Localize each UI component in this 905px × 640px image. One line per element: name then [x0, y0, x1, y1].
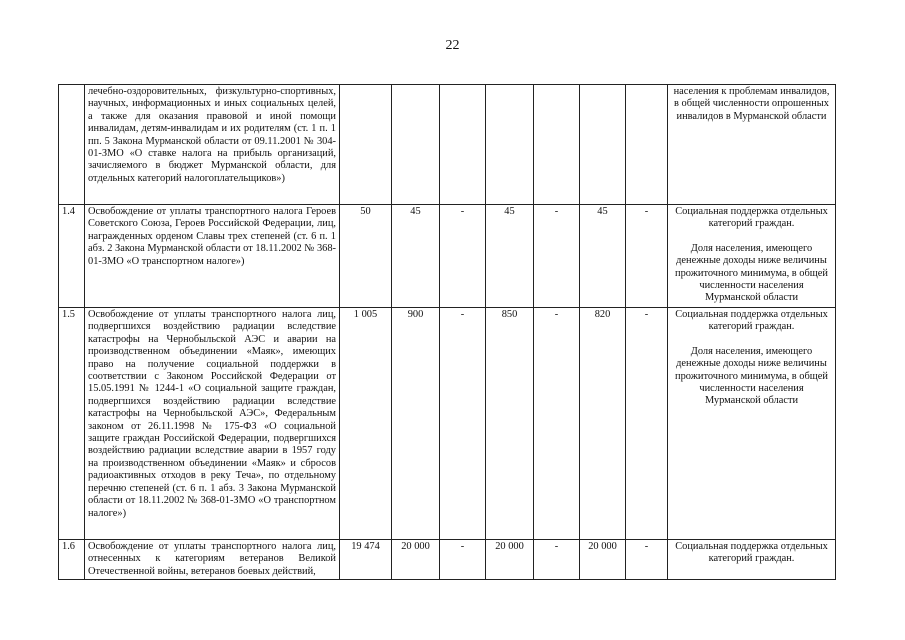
table-row	[59, 85, 836, 205]
value-cell: 20 000	[392, 540, 440, 580]
value-cell: -	[534, 205, 580, 308]
value-cell: -	[534, 308, 580, 540]
value-cell: 50	[340, 205, 392, 308]
indicator-cell	[668, 205, 836, 308]
row-number: 1.6	[59, 540, 85, 580]
row-number: 1.4	[59, 205, 85, 308]
indicator-text: Доля населения, имеющего денежные доходы ниже величины прожиточного минимума, в общей численности населения Мурманской области	[675, 345, 828, 407]
indicator-text: населения к проблемам инвалидов, в общей численности опрошенных инвалидов в Мурманской области	[673, 86, 830, 122]
value-cell: 1 005	[340, 308, 392, 540]
value-cell	[340, 85, 392, 205]
row-number: 1.5	[59, 308, 85, 540]
value-cell: 45	[392, 205, 440, 308]
value-cell: -	[440, 205, 486, 308]
page-number: 22	[445, 38, 460, 53]
table-row	[59, 540, 836, 580]
row-description: Освобождение от уплаты транспортного налога Героев Советского Союза, Героев Российской Федерации, лиц, награжденных орденом Славы трех степеней (ст. 6 п. 1 абз. 2 Закона Мурманской области от 18.11.2002 № 368-01-ЗМО «О транспортном налоге»)	[85, 205, 340, 308]
value-cell: -	[440, 540, 486, 580]
indicator-cell	[668, 540, 836, 580]
value-cell: 45	[486, 205, 534, 308]
indicator-cell	[668, 85, 836, 205]
value-cell: 20 000	[580, 540, 626, 580]
value-cell	[534, 85, 580, 205]
value-cell	[626, 85, 668, 205]
indicator-text: Социальная поддержка отдельных категорий граждан.	[675, 309, 828, 333]
value-cell: 45	[580, 205, 626, 308]
value-cell: 850	[486, 308, 534, 540]
value-cell	[486, 85, 534, 205]
value-cell	[440, 85, 486, 205]
indicator-text: Доля населения, имеющего денежные доходы ниже величины прожиточного минимума, в общей численности населения Мурманской области	[675, 242, 828, 304]
value-cell: -	[626, 205, 668, 308]
table-row	[59, 308, 836, 540]
benefits-table	[58, 84, 836, 580]
row-number	[59, 85, 85, 205]
value-cell: 20 000	[486, 540, 534, 580]
indicator-text: Социальная поддержка отдельных категорий граждан.	[675, 206, 828, 230]
value-cell: 900	[392, 308, 440, 540]
value-cell: -	[440, 308, 486, 540]
row-description: Освобождение от уплаты транспортного налога лиц, отнесенных к категориям ветеранов Великой Отечественной войны, ветеранов боевых действий,	[85, 540, 340, 580]
value-cell: -	[626, 308, 668, 540]
table-row	[59, 205, 836, 308]
value-cell: -	[534, 540, 580, 580]
value-cell	[392, 85, 440, 205]
indicator-text: Социальная поддержка отдельных категорий граждан.	[675, 541, 828, 565]
indicator-cell	[668, 308, 836, 540]
value-cell: -	[626, 540, 668, 580]
value-cell: 820	[580, 308, 626, 540]
row-description: лечебно-оздоровительных, физкультурно-спортивных, научных, информационных и иных социальных целей, а также для оказания правовой и иной помощи инвалидам, детям-инвалидам и их родителям (ст. 1 п. 1 пп. 5 Закона Мурманской области от 09.11.2001 № 304-01-ЗМО «О ставке налога на прибыль организаций, зачисляемого в бюджет Мурманской области, для отдельных категорий налогоплательщиков»)	[85, 85, 340, 205]
value-cell	[580, 85, 626, 205]
row-description: Освобождение от уплаты транспортного налога лиц, подвергшихся воздействию радиации вследствие катастрофы на Чернобыльской АЭС и аварии на производственном объединении «Маяк», имеющих право на получение социальной поддержки в соответствии с Законом Российской Федерации от 15.05.1991 № 1244-1 «О социальной защите граждан, подвергшихся воздействию радиации вследствие катастрофы на Чернобыльской АЭС», Федеральным законом от 26.11.1998 № 175-ФЗ «О социальной защите граждан Российской Федерации, подвергшихся воздействию радиации вследствие аварии в 1957 году на производственном объединении «Маяк» и сбросов радиоактивных отходов в реку Теча», по отдельному перечню степеней (ст. 6 п. 1 абз. 3 Закона Мурманской области от 18.11.2002 № 368-01-ЗМО «О транспортном налоге»)	[85, 308, 340, 540]
value-cell: 19 474	[340, 540, 392, 580]
